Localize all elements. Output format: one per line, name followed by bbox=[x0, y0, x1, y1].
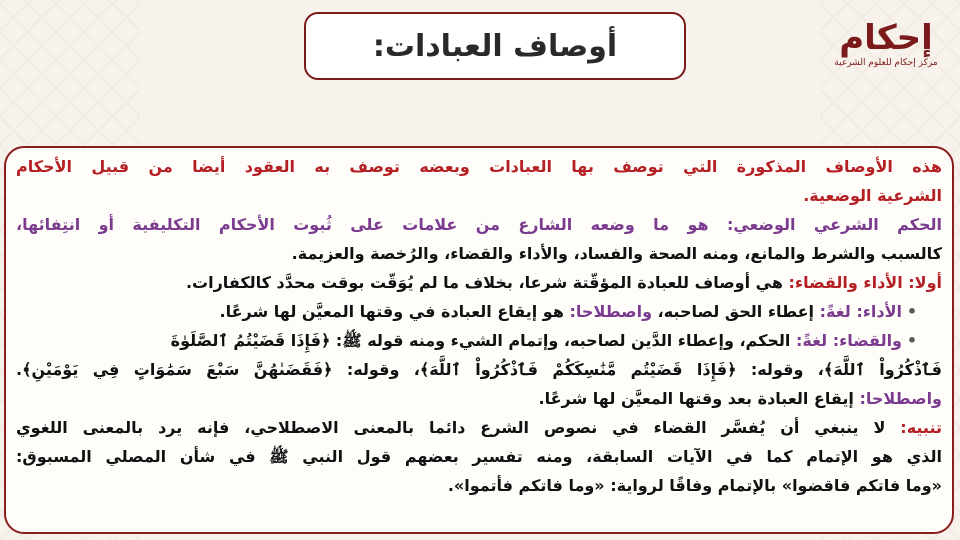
first-point-label: أولا: الأداء والقضاء: bbox=[788, 273, 942, 292]
qada-istilah-label: واصطلاحا: bbox=[859, 389, 942, 408]
definition-line bbox=[16, 210, 942, 239]
qada-istilah-line bbox=[16, 384, 942, 413]
qada-istilah-text: إيقاع العبادة بعد وقتها المعيَّن لها شرعًا. bbox=[538, 389, 860, 408]
note-text: لا ينبغي أن يُفسَّر القضاء في نصوص الشرع دائما بالمعنى الاصطلاحي، فإنه يرد بالمعنى اللغوي bbox=[16, 418, 901, 437]
content-box bbox=[4, 146, 954, 534]
qada-verses-line: فَٱذْكُرُواْ ٱللَّهَ﴾، وقوله: ﴿فَإِذَا قَضَيْتُم مَّنَٰسِكَكُمْ فَٱذْكُرُواْ ٱللَّهَ﴾، وقوله: ﴿فَقَضَىٰهُنَّ سَبْعَ سَمَٰوَاتٍ فِي يَوْمَيْنِ﴾. bbox=[16, 360, 942, 379]
logo-subtitle: مركز إحكام للعلوم الشرعية bbox=[834, 58, 938, 68]
definition-examples: كالسبب والشرط والمانع، ومنه الصحة والفساد، والأداء والقضاء، والرُخصة والعزيمة. bbox=[291, 244, 942, 263]
ada-istilah-text: هو إيقاع العبادة في وقتها المعيَّن لها شرعًا. bbox=[219, 302, 570, 321]
logo-wordmark: إحكام bbox=[839, 18, 933, 58]
note-line-3: «وما فاتكم فاقضوا» بالإتمام وفاقًا لرواية: «وما فاتكم فأتموا». bbox=[447, 476, 942, 495]
note-line-2: الذي هو الإتمام كما في الآيات السابقة، ومنه تفسير بعضهم قول النبي ﷺ في شأن المصلي المسبوق: bbox=[16, 447, 942, 466]
definition-label: الحكم الشرعي الوضعي: bbox=[726, 215, 942, 234]
first-point-line bbox=[16, 268, 942, 297]
note-label: تنبيه: bbox=[900, 418, 942, 437]
intro-line-2: الشرعية الوضعية. bbox=[803, 186, 942, 205]
note-line-1 bbox=[16, 413, 942, 442]
slide-title: أوصاف العبادات: bbox=[372, 28, 618, 64]
qada-line bbox=[16, 326, 942, 355]
first-point-text: هي أوصاف للعبادة المؤقّتة شرعا، بخلاف ما لم يُوَقّت بوقت محدَّد كالكفارات. bbox=[185, 273, 789, 292]
logo bbox=[830, 18, 942, 98]
qada-label: والقضاء: لغةً: bbox=[795, 331, 902, 350]
ada-line bbox=[16, 297, 942, 326]
slide-title-box bbox=[304, 12, 686, 80]
ada-text: إعطاء الحق لصاحبه، bbox=[652, 302, 820, 321]
ada-istilah-label: واصطلاحا: bbox=[569, 302, 653, 321]
intro-line-1: هذه الأوصاف المذكورة التي توصف بها العبادات وبعضه توصف به العقود أيضا من قبيل الأحكام bbox=[16, 157, 942, 176]
ada-label: الأداء: لغةً: bbox=[819, 302, 902, 321]
definition-text: هو ما وضعه الشارع من علامات على ثُبوت الأحكام التكليفية أو انتِفائها، bbox=[16, 215, 727, 234]
qada-text: الحكم، وإعطاء الدَّين لصاحبه، وإتمام الشيء ومنه قوله ﷺ: ﴿فَإِذَا قَضَيْتُمُ ٱلصَّلَوٰةَ bbox=[170, 331, 796, 350]
bullet-icon: • bbox=[906, 331, 918, 350]
bullet-icon: • bbox=[906, 302, 918, 321]
